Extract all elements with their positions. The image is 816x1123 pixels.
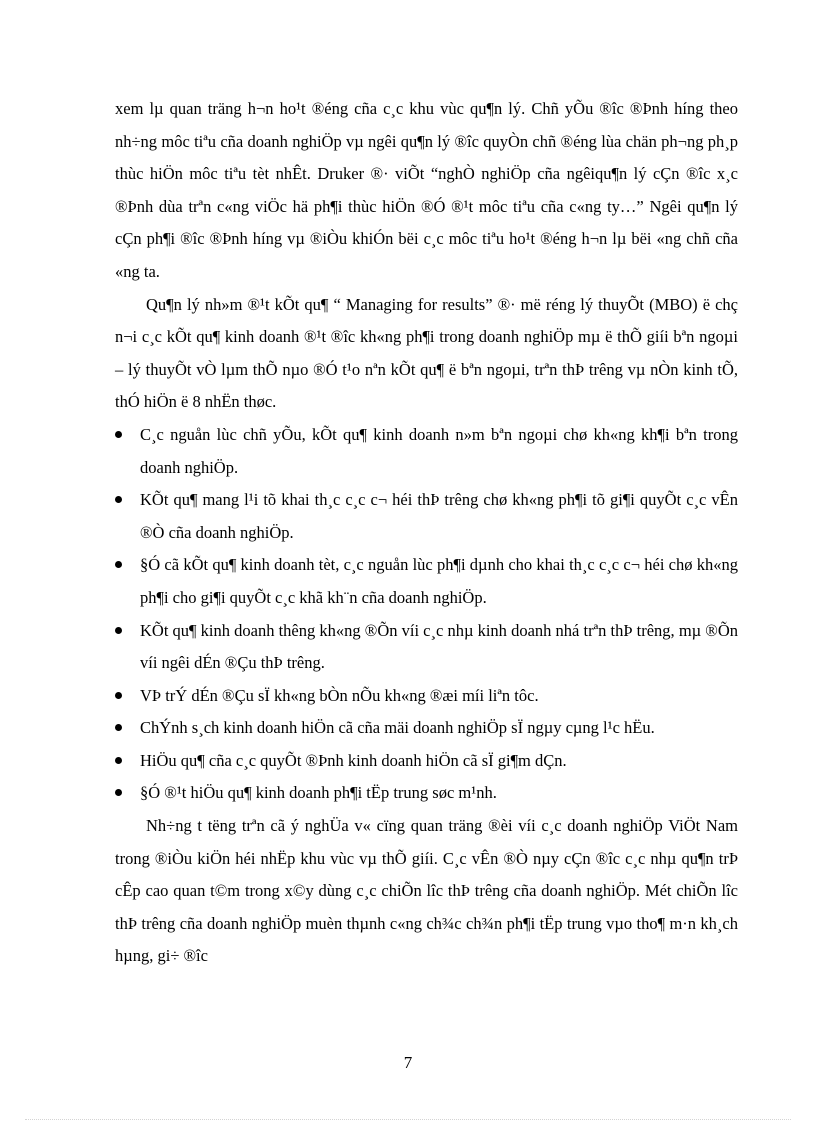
list-item bbox=[115, 484, 738, 549]
list-item-text: VÞ trÝ dÉn ®Çu sÏ kh«ng bÒn nÕu kh«ng ®æi míi liªn tôc. bbox=[140, 685, 539, 705]
page-number: 7 bbox=[403, 1053, 413, 1072]
list-item-text: C¸c nguån lùc chñ yÕu, kÕt qu¶ kinh doanh n»m bªn ngoµi chø kh«ng kh¶i bªn trong doanh nghiÖp. bbox=[140, 424, 738, 477]
bullet-icon bbox=[115, 431, 122, 438]
bullet-icon bbox=[115, 561, 122, 568]
list-item-text: §Ó cã kÕt qu¶ kinh doanh tèt, c¸c nguån lùc ph¶i dµnh cho khai th¸c c¸c c¬ héi chø kh«ng ph¶i cho gi¶i quyÕt c¸c khã kh¨n cña doanh nghiÖp. bbox=[140, 555, 738, 607]
paragraph: xem lµ quan träng h¬n ho¹t ®éng cña c¸c khu vùc qu¶n lý. Chñ yÕu ®îc ®Þnh híng theo nh÷ng môc tiªu cña doanh nghiÖp vµ ngêi qu¶n lý ®îc quyÒn chñ ®éng lùa chän ph¬ng ph¸p thùc hiÖn môc tiªu tèt nhÊt. Druker ®· viÕt “nghÒ nghiÖp cña ngêiqu¶n lý cÇn ®îc x¸c ®Þnh dùa trªn c«ng viÖc hä ph¶i thùc hiÖn ®Ó ®¹t môc tiªu cña c«ng ty…” Ngêi qu¶n lý cÇn ph¶i ®îc ®Þnh híng vµ ®iÒu khiÓn bëi c¸c môc tiªu ho¹t ®éng h¬n lµ bëi «ng chñ cña «ng ta. bbox=[115, 99, 738, 281]
bullet-icon bbox=[115, 692, 122, 699]
list-item-text: §Ó ®¹t hiÖu qu¶ kinh doanh ph¶i tËp trung søc m¹nh. bbox=[140, 783, 497, 803]
bullet-icon bbox=[115, 627, 122, 634]
list-item bbox=[115, 419, 738, 484]
bullet-icon bbox=[115, 789, 122, 796]
paragraph: Nh÷ng t tëng trªn cã ý nghÜa v« cïng quan träng ®èi víi c¸c doanh nghiÖp ViÖt Nam trong ®iÒu kiÖn héi nhËp khu vùc vµ thÕ giíi. C¸c vÊn ®Ò nµy cÇn ®îc c¸c nhµ qu¶n trÞ cÊp cao quan t©m trong x©y dùng c¸c chiÕn lîc thÞ trêng cña doanh nghiÖp. Mét chiÕn lîc thÞ trêng cña doanh nghiÖp muèn thµnh c«ng ch¾c ch¾n ph¶i tËp trung vµo tho¶ m·n kh¸ch hµng, gi÷ ®îc bbox=[115, 816, 738, 966]
page-divider bbox=[25, 1119, 791, 1120]
document-body bbox=[115, 93, 738, 973]
bullet-list bbox=[115, 419, 738, 810]
list-item-text: KÕt qu¶ mang l¹i tõ khai th¸c c¸c c¬ héi thÞ trêng chø kh«ng ph¶i tõ gi¶i quyÕt c¸c vÊn ®Ò cña doanh nghiÖp. bbox=[140, 490, 738, 542]
list-item-text: HiÖu qu¶ cña c¸c quyÕt ®Þnh kinh doanh hiÖn cã sÏ gi¶m dÇn. bbox=[140, 750, 567, 770]
list-item bbox=[115, 745, 738, 778]
list-item bbox=[115, 777, 738, 810]
bullet-icon bbox=[115, 757, 122, 764]
bullet-icon bbox=[115, 496, 122, 503]
paragraph: Qu¶n lý nh»m ®¹t kÕt qu¶ “ Managing for results” ®· më réng lý thuyÕt (MBO) ë chç n¬i c¸c kÕt qu¶ kinh doanh ®¹t ®îc kh«ng ph¶i trong doanh nghiÖp mµ ë thÕ giíi bªn ngoµi – lý thuyÕt vÒ lµm thÕ nµo ®Ó t¹o nªn kÕt qu¶ ë bªn ngoµi, trªn thÞ trêng vµ nÒn kinh tÕ, thÓ hiÖn ë 8 nhËn thøc. bbox=[115, 294, 738, 412]
list-item bbox=[115, 549, 738, 614]
list-item bbox=[115, 680, 738, 713]
bullet-icon bbox=[115, 724, 122, 731]
list-item bbox=[115, 712, 738, 745]
list-item-text: ChÝnh s¸ch kinh doanh hiÖn cã cña mäi doanh nghiÖp sÏ ngµy cµng l¹c hËu. bbox=[140, 718, 655, 738]
list-item bbox=[115, 615, 738, 680]
list-item-text: KÕt qu¶ kinh doanh thêng kh«ng ®Õn víi c¸c nhµ kinh doanh nhá trªn thÞ trêng, mµ ®Õn víi ngêi dÉn ®Çu thÞ trêng. bbox=[140, 620, 738, 673]
